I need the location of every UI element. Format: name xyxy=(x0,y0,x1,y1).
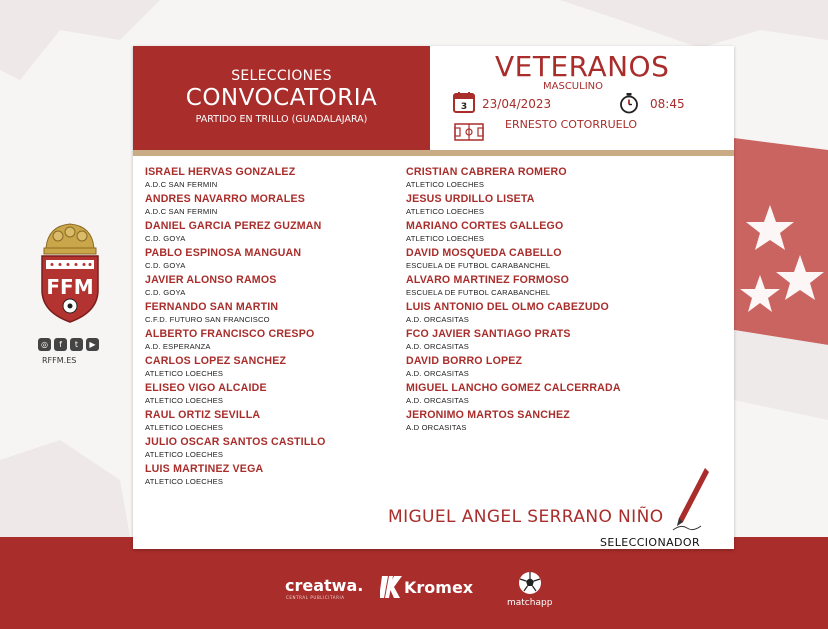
player-club: A.D. ORCASITAS xyxy=(406,342,469,351)
player-club: ATLETICO LOECHES xyxy=(145,369,224,378)
list-item xyxy=(406,274,621,301)
venue-label: ERNESTO COTORRUELO xyxy=(505,118,638,131)
convocatoria-title: CONVOCATORIA xyxy=(185,85,378,111)
list-item xyxy=(406,301,621,328)
stopwatch-icon xyxy=(618,92,640,114)
player-name: ANDRES NAVARRO MORALES xyxy=(145,193,305,205)
soccer-ball-icon xyxy=(518,571,542,595)
player-name: ALBERTO FRANCISCO CRESPO xyxy=(145,328,315,340)
player-name: FCO JAVIER SANTIAGO PRATS xyxy=(406,328,571,340)
website-label: RFFM.ES xyxy=(42,356,77,365)
player-club: A.D ORCASITAS xyxy=(406,423,467,432)
facebook-icon[interactable]: f xyxy=(54,338,67,351)
list-item xyxy=(406,409,621,436)
list-item xyxy=(406,193,621,220)
player-name: CARLOS LOPEZ SANCHEZ xyxy=(145,355,287,367)
player-club: A.D.C SAN FERMIN xyxy=(145,180,218,189)
list-item xyxy=(406,166,621,193)
player-name: RAUL ORTIZ SEVILLA xyxy=(145,409,261,421)
player-name: DANIEL GARCIA PEREZ GUZMAN xyxy=(145,220,322,232)
list-item xyxy=(406,382,621,409)
category-title: VETERANOS xyxy=(495,50,670,83)
player-name: JULIO OSCAR SANTOS CASTILLO xyxy=(145,436,326,448)
player-name: LUIS ANTONIO DEL OLMO CABEZUDO xyxy=(406,301,609,313)
players-right-list xyxy=(406,166,621,436)
player-club: C.F.D. FUTURO SAN FRANCISCO xyxy=(145,315,270,324)
player-club: ATLETICO LOECHES xyxy=(406,234,485,243)
player-name: JESUS URDILLO LISETA xyxy=(406,193,535,205)
player-club: ATLETICO LOECHES xyxy=(145,477,224,486)
player-name: ELISEO VIGO ALCAIDE xyxy=(145,382,267,394)
match-info-panel xyxy=(430,46,734,150)
header-red-panel xyxy=(133,46,430,150)
player-name: FERNANDO SAN MARTIN xyxy=(145,301,279,313)
social-links xyxy=(38,338,99,351)
player-name: DAVID MOSQUEDA CABELLO xyxy=(406,247,562,259)
player-club: A.D.C SAN FERMIN xyxy=(145,207,218,216)
player-club: C.D. GOYA xyxy=(145,261,186,270)
sponsor-creatiwa-subtitle: CENTRAL PUBLICITARIA xyxy=(286,595,345,600)
list-item xyxy=(145,463,326,490)
coach-role: SELECCIONADOR xyxy=(600,536,700,549)
match-time: 08:45 xyxy=(650,97,685,111)
calendar-day: 3 xyxy=(460,102,468,112)
divider-line xyxy=(133,150,734,156)
player-club: ATLETICO LOECHES xyxy=(145,450,224,459)
logo-text: FFM xyxy=(46,275,94,299)
player-club: ATLETICO LOECHES xyxy=(406,207,485,216)
player-club: A.D. ORCASITAS xyxy=(406,315,469,324)
player-club: A.D. ESPERANZA xyxy=(145,342,211,351)
gender-label: MASCULINO xyxy=(543,81,603,92)
list-item xyxy=(145,409,326,436)
list-item xyxy=(145,382,326,409)
player-name: LUIS MARTINEZ VEGA xyxy=(145,463,264,475)
player-club: ATLETICO LOECHES xyxy=(406,180,485,189)
list-item xyxy=(406,247,621,274)
rffm-logo xyxy=(38,220,102,326)
player-name: JERONIMO MARTOS SANCHEZ xyxy=(406,409,570,421)
partido-label: PARTIDO EN TRILLO (GUADALAJARA) xyxy=(195,114,368,125)
list-item xyxy=(145,220,326,247)
match-date: 23/04/2023 xyxy=(482,97,552,111)
player-name: CRISTIAN CABRERA ROMERO xyxy=(406,166,567,178)
twitter-icon[interactable]: t xyxy=(70,338,83,351)
player-club: A.D. ORCASITAS xyxy=(406,396,469,405)
player-name: ALVARO MARTINEZ FORMOSO xyxy=(406,274,570,286)
player-club: ESCUELA DE FUTBOL CARABANCHEL xyxy=(406,261,551,270)
player-name: DAVID BORRO LOPEZ xyxy=(406,355,523,367)
player-name: MARIANO CORTES GALLEGO xyxy=(406,220,564,232)
list-item xyxy=(406,328,621,355)
list-item xyxy=(145,247,326,274)
list-item xyxy=(145,436,326,463)
player-name: PABLO ESPINOSA MANGUAN xyxy=(145,247,302,259)
sponsor-matchapp: matchapp xyxy=(507,598,553,608)
sponsor-creatiwa: creatwa. xyxy=(285,576,364,595)
convocatoria-card xyxy=(133,46,734,549)
player-name: MIGUEL LANCHO GOMEZ CALCERRADA xyxy=(406,382,621,394)
selecciones-label: SELECCIONES xyxy=(231,68,332,84)
pen-icon xyxy=(671,466,711,532)
player-club: C.D. GOYA xyxy=(145,288,186,297)
list-item xyxy=(145,193,326,220)
list-item xyxy=(145,274,326,301)
coach-name: MIGUEL ANGEL SERRANO NIÑO xyxy=(388,507,664,527)
pitch-icon xyxy=(454,123,484,141)
instagram-icon[interactable]: ◎ xyxy=(38,338,51,351)
list-item xyxy=(145,301,326,328)
players-left-list xyxy=(145,166,326,490)
player-club: A.D. ORCASITAS xyxy=(406,369,469,378)
player-club: ATLETICO LOECHES xyxy=(145,423,224,432)
list-item xyxy=(406,355,621,382)
list-item xyxy=(406,220,621,247)
sponsor-kromex: Kromex xyxy=(404,578,474,597)
list-item xyxy=(145,355,326,382)
youtube-icon[interactable]: ▶ xyxy=(86,338,99,351)
player-club: C.D. GOYA xyxy=(145,234,186,243)
player-club: ATLETICO LOECHES xyxy=(145,396,224,405)
player-club: ESCUELA DE FUTBOL CARABANCHEL xyxy=(406,288,551,297)
player-name: ISRAEL HERVAS GONZALEZ xyxy=(145,166,296,178)
list-item xyxy=(145,328,326,355)
player-name: JAVIER ALONSO RAMOS xyxy=(145,274,277,286)
list-item xyxy=(145,166,326,193)
calendar-icon xyxy=(453,91,475,113)
kromex-logo-icon xyxy=(380,574,402,600)
